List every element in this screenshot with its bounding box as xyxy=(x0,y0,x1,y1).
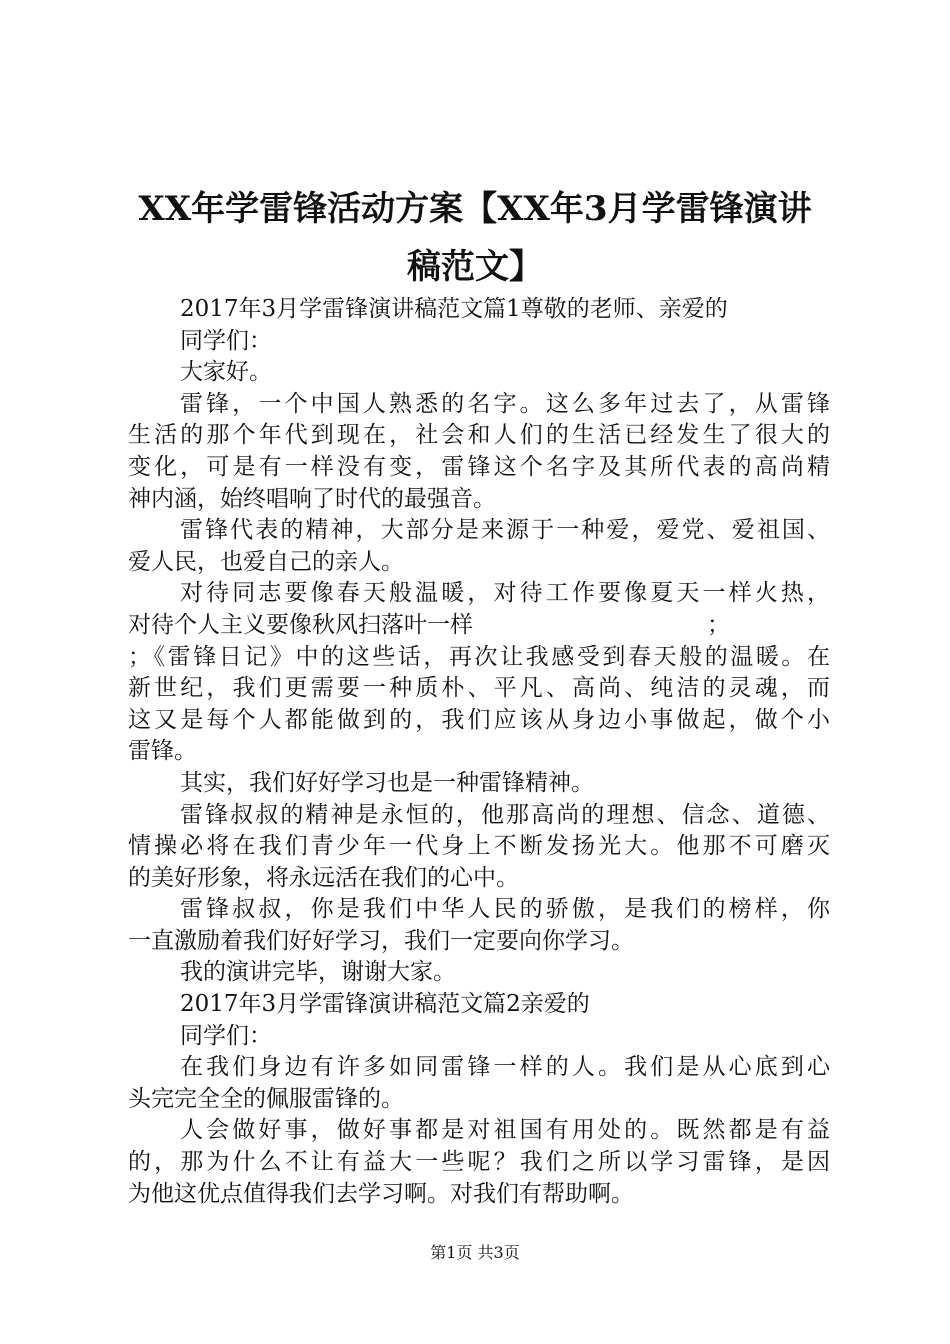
text-line: 一直激励着我们好好学习，我们一定要向你学习。 xyxy=(128,927,634,954)
text-line: 2017年3月学雷锋演讲稿范文篇1尊敬的老师、亲爱的 xyxy=(180,296,728,322)
text-line: ；《雷锋日记》中的这些话，再次让我感受到春天般的温暖。在 xyxy=(128,643,830,670)
text-line: 的美好形象，将永远活在我们的心中。 xyxy=(128,864,519,891)
text-line: 情操必将在我们青少年一代身上不断发扬光大。他那不可磨灭 xyxy=(128,833,830,860)
text-line: 新世纪，我们更需要一种质朴、平凡、高尚、纯洁的灵魂，而 xyxy=(128,675,830,702)
text-line: 神内涵，始终唱响了时代的最强音。 xyxy=(128,485,496,512)
text-line: 我的演讲完毕，谢谢大家。 xyxy=(180,959,456,986)
text-line: 大家好。 xyxy=(180,359,272,386)
text-line: 爱人民，也爱自己的亲人。 xyxy=(128,548,404,575)
text-line: 雷锋。 xyxy=(128,738,197,765)
text-line: 同学们： xyxy=(180,1022,272,1049)
text-line: 生活的那个年代到现在，社会和人们的生活已经发生了很大的 xyxy=(128,422,830,449)
page-footer: 第1页 共3页 xyxy=(430,1243,520,1262)
text-line: 雷锋代表的精神，大部分是来源于一种爱，爱党、爱祖国、 xyxy=(180,517,830,544)
text-line: 人会做好事，做好事都是对祖国有用处的。既然都是有益 xyxy=(180,1117,830,1144)
text-line: 在我们身边有许多如同雷锋一样的人。我们是从心底到心 xyxy=(180,1054,830,1081)
text-line: 为他这优点值得我们去学习啊。对我们有帮助啊。 xyxy=(128,1180,634,1207)
text-line: 雷锋叔叔，你是我们中华人民的骄傲，是我们的榜样，你 xyxy=(180,896,830,923)
document-title xyxy=(90,180,860,296)
text-line: 雷锋叔叔的精神是永恒的，他那高尚的理想、信念、道德、 xyxy=(180,801,830,828)
title-line-2: 稿范文】 xyxy=(407,247,543,287)
document-body xyxy=(128,294,830,1210)
text-line: 同学们： xyxy=(180,327,272,354)
text-line: 其实，我们好好学习也是一种雷锋精神。 xyxy=(180,769,594,796)
text-line: 雷锋，一个中国人熟悉的名字。这么多年过去了，从雷锋 xyxy=(180,390,830,417)
title-line-1: XX年学雷锋活动方案【XX年3月学雷锋演讲 xyxy=(138,189,812,229)
text-line: 头完完全全的佩服雷锋的。 xyxy=(128,1085,404,1112)
text-line: 的，那为什么不让有益大一些呢？我们之所以学习雷锋，是因 xyxy=(128,1149,830,1176)
text-line: 对待同志要像春天般温暖，对待工作要像夏天一样火热， xyxy=(180,580,830,607)
text-line: 2017年3月学雷锋演讲稿范文篇2亲爱的 xyxy=(180,991,590,1018)
text-line: 这又是每个人都能做到的，我们应该从身边小事做起，做个小 xyxy=(128,706,830,733)
text-line: 对待个人主义要像秋风扫落叶一样 ； xyxy=(128,611,730,638)
text-line: 变化，可是有一样没有变，雷锋这个名字及其所代表的高尚精 xyxy=(128,453,830,480)
